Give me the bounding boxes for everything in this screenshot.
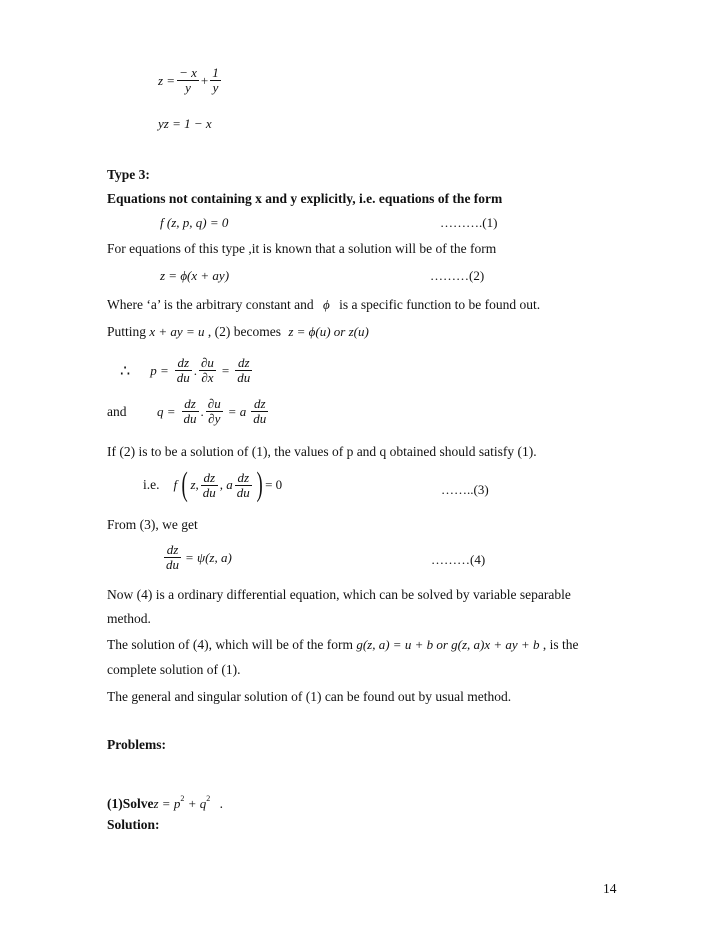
equation-4-tag: ………(4) xyxy=(431,552,486,567)
denominator: ∂y xyxy=(208,411,221,426)
eq-top1-lhs: z = xyxy=(158,72,176,88)
paragraph-2 xyxy=(107,297,540,313)
fraction xyxy=(206,397,223,426)
putting-line xyxy=(107,324,369,340)
paragraph-2-text-b: is a specific function to be found out. xyxy=(339,297,541,312)
paragraph-6-text-b: , is the xyxy=(542,637,579,652)
paragraph-6-equation: g(z, a) = u + b or g(z, a)x + ay + b xyxy=(356,637,540,652)
fraction xyxy=(177,66,199,95)
left-paren: ( xyxy=(181,466,188,503)
equation-top-2: yz = 1 − x xyxy=(158,116,212,131)
paragraph-5-line-1: Now (4) is a ordinary differential equation, which can be solved by variable separable xyxy=(107,587,571,602)
problem-1-eq-a: z = p xyxy=(153,796,181,811)
denominator: du xyxy=(176,370,190,385)
paragraph-4: From (3), we get xyxy=(107,517,198,532)
superscript: 2 xyxy=(206,794,211,803)
numerator: dz xyxy=(182,397,199,412)
a-arg: , a xyxy=(219,477,233,492)
denominator: y xyxy=(212,80,219,95)
p-lhs: p = xyxy=(150,362,169,378)
problems-heading: Problems: xyxy=(107,737,166,752)
fraction xyxy=(235,356,252,385)
denominator: du xyxy=(166,557,179,572)
paragraph-1: For equations of this type ,it is known that a solution will be of the form xyxy=(107,241,497,256)
numerator: 1 xyxy=(212,65,219,80)
p-equation xyxy=(120,356,254,385)
denominator: du xyxy=(236,484,250,500)
problem-1-eq-b: + q xyxy=(187,796,207,811)
equation-4-rhs: = ψ(z, a) xyxy=(185,549,232,565)
superscript: 2 xyxy=(180,794,185,803)
equation-1-tag: ……….(1) xyxy=(440,215,498,230)
numerator: dz xyxy=(164,543,181,558)
fraction xyxy=(199,356,216,385)
numerator: dz xyxy=(175,356,192,371)
fraction xyxy=(175,356,192,385)
page-number: 14 xyxy=(603,881,617,896)
type-heading: Type 3: xyxy=(107,167,150,182)
putting-becomes-text: , (2) becomes xyxy=(207,324,281,339)
paragraph-3: If (2) is to be a solution of (1), the values of p and q obtained should satisfy (1). xyxy=(107,444,537,459)
equals-a: = a xyxy=(227,403,247,419)
dot-operator: . xyxy=(193,362,197,378)
fraction xyxy=(235,471,252,500)
numerator: dz xyxy=(235,471,252,486)
fraction xyxy=(210,66,221,95)
fraction xyxy=(164,543,181,572)
q-equation xyxy=(157,397,270,426)
solution-heading: Solution: xyxy=(107,817,160,832)
q-lhs: q = xyxy=(157,403,176,419)
problem-1 xyxy=(107,791,223,812)
ie-label: i.e. xyxy=(143,477,160,492)
fraction xyxy=(251,397,268,426)
paragraph-6-text-a: The solution of (4), which will be of the form xyxy=(107,637,353,652)
equals-sign: = xyxy=(221,362,230,378)
equation-4 xyxy=(162,543,232,572)
numerator: ∂u xyxy=(200,355,214,370)
z-arg: z, xyxy=(190,477,199,492)
putting-text: Putting xyxy=(107,324,147,339)
equation-1: f (z, p, q) = 0 xyxy=(160,215,229,230)
problem-1-period: . xyxy=(219,796,223,811)
and-label: and xyxy=(107,404,127,419)
paragraph-5-line-2: method. xyxy=(107,611,151,626)
denominator: du xyxy=(253,411,267,426)
equation-3 xyxy=(143,466,283,503)
fraction xyxy=(201,471,218,500)
numerator: dz xyxy=(251,397,268,412)
paragraph-6-line-2: complete solution of (1). xyxy=(107,662,241,677)
problem-1-label: (1)Solve xyxy=(107,796,154,811)
equation-top-1 xyxy=(158,66,223,95)
denominator: y xyxy=(185,80,191,95)
equation-3-rhs: = 0 xyxy=(265,477,283,492)
equation-2-tag: ………(2) xyxy=(430,268,485,283)
therefore-symbol: ∴ xyxy=(120,362,131,380)
paragraph-7: The general and singular solution of (1) can be found out by usual method. xyxy=(107,689,512,704)
putting-equation: x + ay = u xyxy=(149,324,205,339)
denominator: du xyxy=(237,370,251,385)
paragraph-2-text-a: Where ‘a’ is the arbitrary constant and xyxy=(107,297,314,312)
equation-2: z = ϕ(x + ay) xyxy=(160,268,230,283)
denominator: du xyxy=(183,411,197,426)
numerator: dz xyxy=(201,471,218,486)
numerator: dz xyxy=(235,356,252,371)
numerator: ∂u xyxy=(207,396,221,411)
type-description: Equations not containing x and y explicitly, i.e. equations of the form xyxy=(107,191,503,206)
numerator: − x xyxy=(179,65,197,80)
plus-sign: + xyxy=(200,72,209,88)
equation-3-tag: ……..(3) xyxy=(441,482,489,497)
fraction xyxy=(182,397,199,426)
denominator: du xyxy=(202,484,216,500)
phi-symbol: ϕ xyxy=(323,297,330,312)
function-f: f xyxy=(173,477,178,492)
denominator: ∂x xyxy=(201,370,214,385)
paragraph-6-line-1 xyxy=(107,637,578,653)
dot-operator: . xyxy=(200,403,204,419)
right-paren: ) xyxy=(256,466,263,503)
putting-equation-2: z = ϕ(u) or z(u) xyxy=(288,324,369,339)
